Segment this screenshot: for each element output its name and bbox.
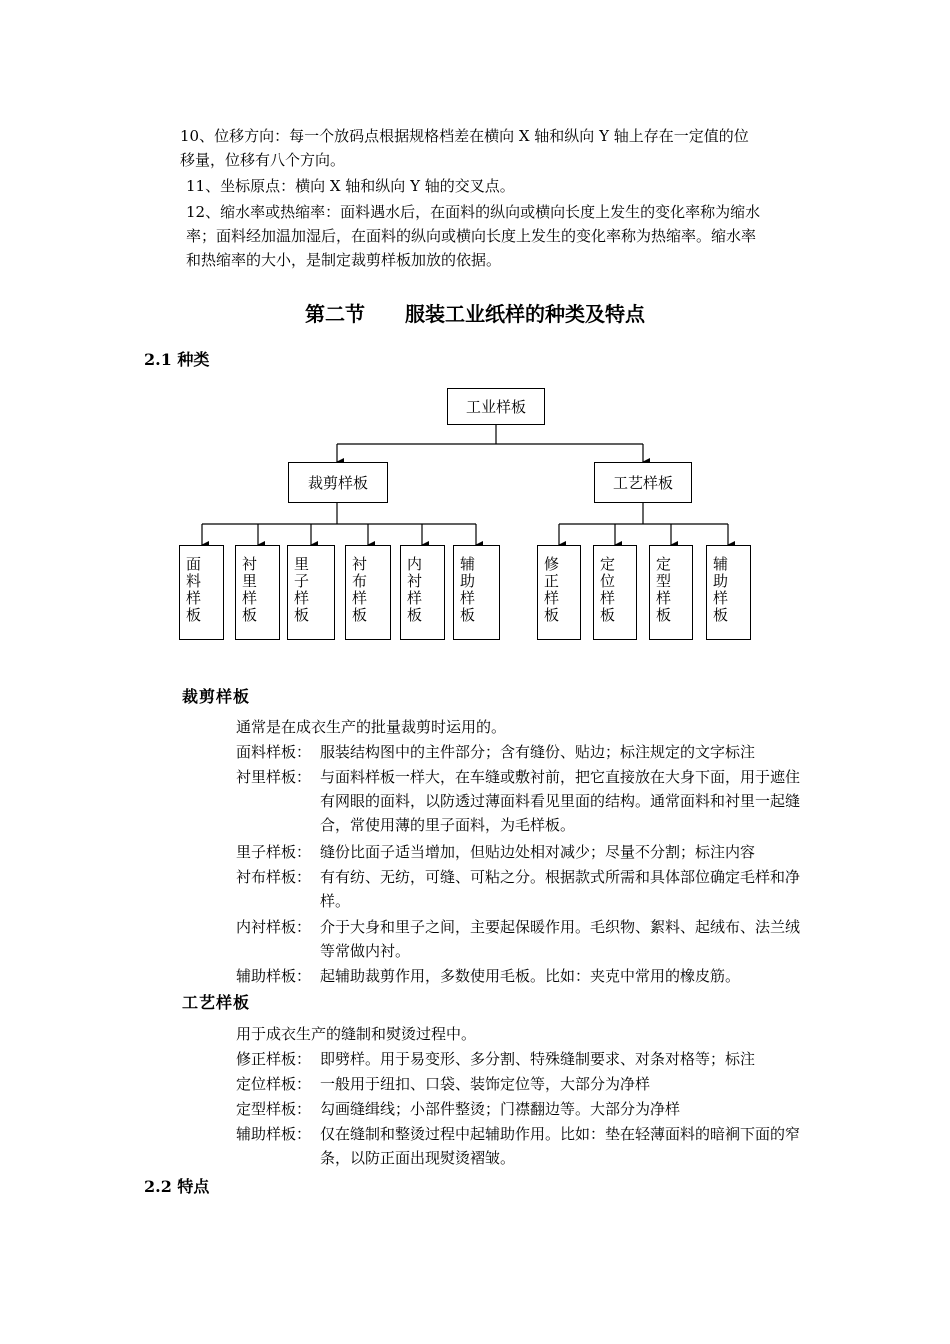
cut-definition-term: 内衬样板： — [236, 918, 312, 936]
craft-leaf-label: 定 位 样 板 — [600, 555, 616, 624]
item-12-line-2: 率；面料经加温加湿后，在面料的纵向或横向长度上发生的变化率称为热缩率。缩水率 — [186, 227, 757, 245]
item-12-line-3: 和热缩率的大小，是制定裁剪样板加放的依据。 — [186, 251, 502, 269]
cut-leaf — [287, 545, 335, 640]
craft-definition-term: 辅助样板： — [236, 1125, 312, 1143]
craft-definition-desc: 仅在缝制和整烫过程中起辅助作用。比如：垫在轻薄面料的暗裥下面的窄条，以防正面出现熨烫褶皱。 — [320, 1125, 801, 1167]
diagram-root: 工业样板 — [447, 388, 545, 425]
cut-leaf-label: 辅 助 样 板 — [460, 555, 476, 624]
cut-definition-desc: 缝份比面子适当增加，但贴边处相对减少；尽量不分割；标注内容 — [320, 843, 756, 861]
craft-leaf — [706, 545, 751, 640]
cut-leaf — [235, 545, 280, 640]
craft-definition-item — [236, 1072, 810, 1096]
craft-heading: 工艺样板 — [182, 993, 251, 1012]
diagram-branch-cut: 裁剪样板 — [288, 462, 388, 503]
cut-definition-item — [236, 915, 810, 963]
cut-definition-desc: 介于大身和里子之间，主要起保暖作用。毛织物、絮料、起绒布、法兰绒等常做内衬。 — [320, 918, 801, 960]
craft-definition-item — [236, 1047, 810, 1071]
craft-definition-term: 定位样板： — [236, 1075, 312, 1093]
cut-leaf-label: 内 衬 样 板 — [407, 555, 423, 624]
craft-leaf — [593, 545, 637, 640]
cut-definition-desc: 起辅助裁剪作用，多数使用毛板。比如：夹克中常用的橡皮筋。 — [320, 967, 741, 985]
cut-definition-item — [236, 765, 810, 837]
craft-leaf — [649, 545, 693, 640]
craft-leaf-label: 辅 助 样 板 — [713, 555, 729, 624]
craft-intro: 用于成衣生产的缝制和熨烫过程中。 — [236, 1025, 477, 1043]
craft-definition-item — [236, 1122, 810, 1170]
craft-leaf-label: 修 正 样 板 — [544, 555, 560, 624]
cut-leaf — [179, 545, 224, 640]
item-10-line-1: 10、位移方向：每一个放码点根据规格档差在横向 X 轴和纵向 Y 轴上存在一定值的位 — [180, 127, 749, 145]
cut-definition-item — [236, 865, 810, 913]
cut-leaf — [400, 545, 445, 640]
cut-leaf-label: 里 子 样 板 — [294, 555, 310, 624]
item-10-line-2: 移量，位移有八个方向。 — [180, 151, 346, 169]
cut-definition-desc: 与面料样板一样大，在车缝或敷衬前，把它直接放在大身下面，用于遮住有网眼的面料，以防透过薄面料看见里面的结构。通常面料和衬里一起缝合，常使用薄的里子面料，为毛样板。 — [320, 768, 801, 834]
item-11: 11、坐标原点：横向 X 轴和纵向 Y 轴的交叉点。 — [186, 177, 515, 195]
cut-definition-item — [236, 740, 810, 764]
cut-leaf — [453, 545, 500, 640]
subsection-2-1: 2.1 种类 — [144, 350, 210, 369]
subsection-2-2: 2.2 特点 — [144, 1177, 210, 1196]
cut-heading: 裁剪样板 — [182, 687, 251, 706]
craft-leaf — [537, 545, 581, 640]
cut-definition-term: 里子样板： — [236, 843, 312, 861]
cut-definition-item — [236, 964, 810, 988]
craft-leaf-label: 定 型 样 板 — [656, 555, 672, 624]
craft-definition-item — [236, 1097, 810, 1121]
cut-definition-term: 衬里样板： — [236, 768, 312, 786]
section-title: 第二节 服装工业纸样的种类及特点 — [305, 302, 645, 326]
cut-leaf-label: 衬 布 样 板 — [352, 555, 368, 624]
cut-definition-item — [236, 840, 810, 864]
cut-definition-term: 辅助样板： — [236, 967, 312, 985]
cut-leaf — [345, 545, 391, 640]
cut-definition-term: 衬布样板： — [236, 868, 312, 886]
diagram-branch-craft: 工艺样板 — [594, 462, 692, 503]
craft-definition-desc: 一般用于纽扣、口袋、装饰定位等，大部分为净样 — [320, 1075, 651, 1093]
cut-definition-desc: 有有纺、无纺，可缝、可粘之分。根据款式所需和具体部位确定毛样和净样。 — [320, 868, 801, 910]
cut-definition-term: 面料样板： — [236, 743, 312, 761]
item-12-line-1: 12、缩水率或热缩率：面料遇水后，在面料的纵向或横向长度上发生的变化率称为缩水 — [186, 203, 761, 221]
cut-leaf-label: 面 料 样 板 — [186, 555, 202, 624]
craft-definition-desc: 即劈样。用于易变形、多分割、特殊缝制要求、对条对格等；标注 — [320, 1050, 756, 1068]
cut-definition-desc: 服装结构图中的主件部分；含有缝份、贴边；标注规定的文字标注 — [320, 743, 756, 761]
cut-leaf-label: 衬 里 样 板 — [242, 555, 258, 624]
craft-definition-term: 修正样板： — [236, 1050, 312, 1068]
craft-definition-term: 定型样板： — [236, 1100, 312, 1118]
cut-intro: 通常是在成衣生产的批量裁剪时运用的。 — [236, 718, 507, 736]
craft-definition-desc: 勾画缝缉线；小部件整烫；门襟翻边等。大部分为净样 — [320, 1100, 681, 1118]
